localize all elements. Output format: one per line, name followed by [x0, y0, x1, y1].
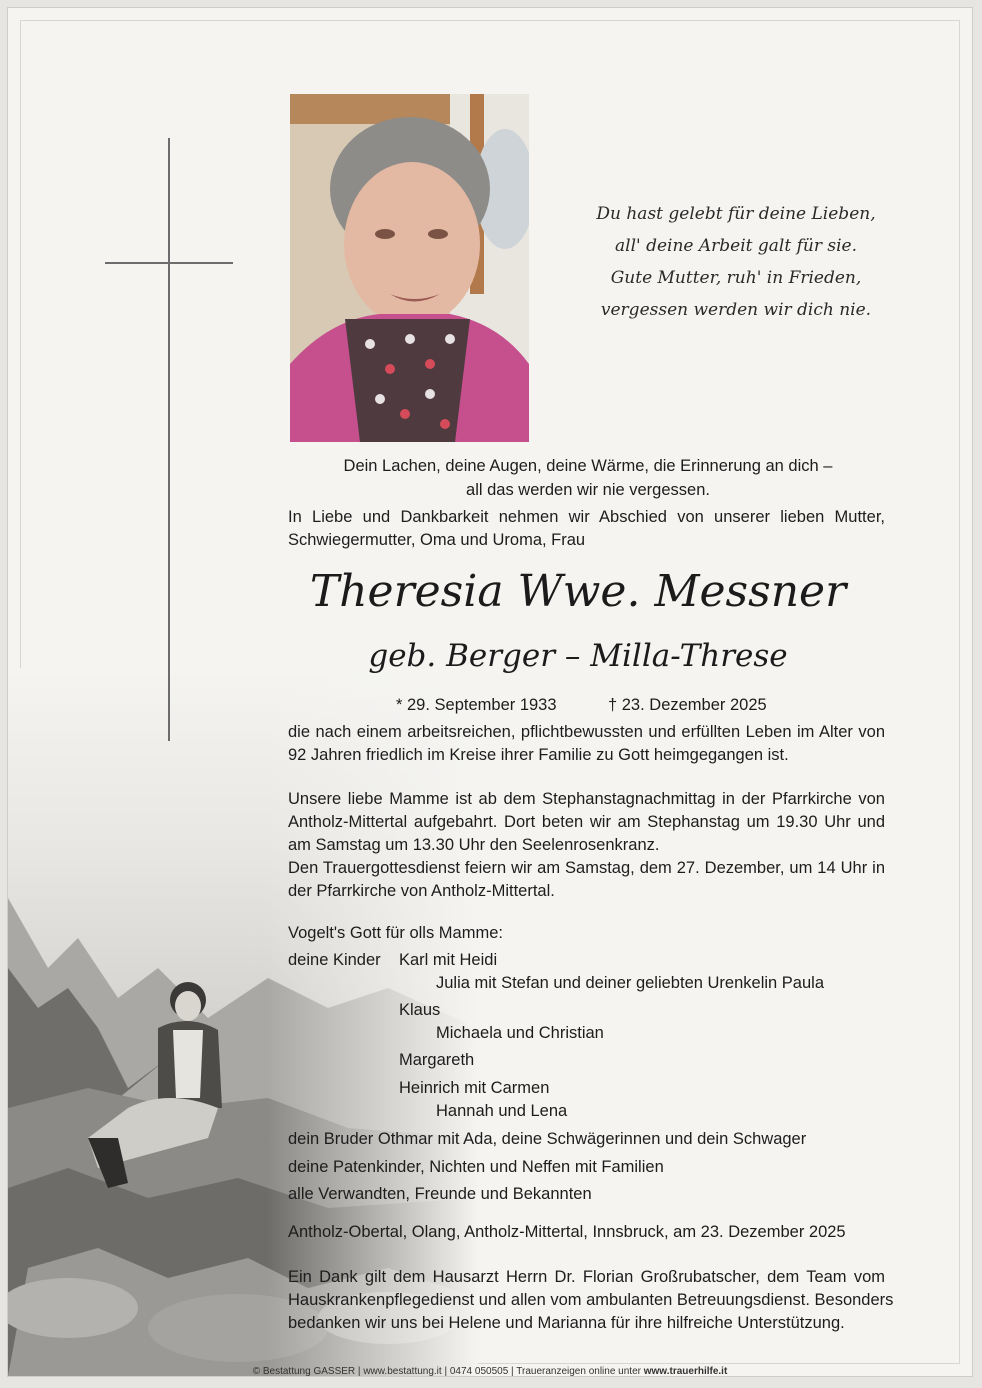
verse-line: vergessen werden wir dich nie.: [600, 300, 872, 320]
footer-separator: |: [357, 1366, 364, 1376]
intro-line: Dein Lachen, deine Augen, deine Wärme, die Erinnerung an dich –: [343, 457, 833, 475]
viewing-line: Unsere liebe Mamme ist ab dem Stephanstagnachmittag in der Pfarrkirche von: [288, 790, 885, 808]
deceased-name: Theresia Wwe. Messner: [309, 566, 847, 617]
passing-line: die nach einem arbeitsreichen, pflichtbewussten und erfüllten Leben im Alter von: [288, 723, 885, 741]
child-descendants: Michaela und Christian: [436, 1024, 604, 1042]
portrait-photo: [290, 94, 529, 442]
thanks-line: bedanken wir uns bei Helene und Marianna für ihre hilfreiche Unterstützung.: [288, 1314, 845, 1332]
mourners-heading: Vogelt's Gott für olls Mamme:: [288, 924, 503, 942]
verse-line: all' deine Arbeit galt für sie.: [615, 236, 857, 256]
footer-website[interactable]: www.bestattung.it: [363, 1366, 442, 1376]
thanks-line: Ein Dank gilt dem Hausarzt Herrn Dr. Florian Großrubatscher, dem Team vom: [288, 1268, 885, 1286]
intro-line: In Liebe und Dankbarkeit nehmen wir Abschied von unserer lieben Mutter,: [288, 508, 885, 526]
memorial-verse: [538, 198, 934, 326]
place-date: Antholz-Obertal, Olang, Antholz-Mittertal, Innsbruck, am 23. Dezember 2025: [288, 1223, 846, 1241]
verse-line: Gute Mutter, ruh' in Frieden,: [610, 268, 862, 288]
child-descendants: Julia mit Stefan und deiner geliebten Urenkelin Paula: [436, 974, 824, 992]
children-label: deine Kinder: [288, 951, 381, 969]
child-descendants: Hannah und Lena: [436, 1102, 568, 1120]
intro-line: all das werden wir nie vergessen.: [466, 481, 710, 499]
child-name: Margareth: [399, 1051, 475, 1069]
birth-date: * 29. September 1933: [396, 696, 557, 714]
footer-company: © Bestattung GASSER: [252, 1366, 356, 1376]
deceased-subname: geb. Berger – Milla-Threse: [368, 638, 788, 674]
footer-separator: |: [444, 1366, 450, 1376]
verse-line: Du hast gelebt für deine Lieben,: [596, 204, 876, 224]
obituary-sheet: [8, 8, 972, 1376]
mourner-group: deine Patenkinder, Nichten und Neffen mit Familien: [288, 1158, 664, 1176]
intro-line: Schwiegermutter, Oma und Uroma, Frau: [288, 531, 586, 549]
child-name: Heinrich mit Carmen: [399, 1079, 550, 1097]
child-name: Klaus: [399, 1001, 441, 1019]
cross-horizontal: [105, 262, 233, 264]
child-name: Karl mit Heidi: [399, 951, 498, 969]
footer-phone: 0474 050505: [449, 1366, 509, 1376]
cross-vertical: [168, 138, 170, 741]
viewing-line: Den Trauergottesdienst feiern wir am Samstag, dem 27. Dezember, um 14 Uhr in: [288, 859, 885, 877]
mourner-group: dein Bruder Othmar mit Ada, deine Schwägerinnen und dein Schwager: [288, 1130, 807, 1148]
thanks-line: Hauskrankenpflegedienst und allen vom ambulanten Betreuungsdienst. Besonders: [288, 1291, 894, 1309]
passing-line: 92 Jahren friedlich im Kreise ihrer Familie zu Gott heimgegangen ist.: [288, 746, 789, 764]
footer: [8, 1366, 972, 1376]
viewing-line: der Pfarrkirche von Antholz-Mittertal.: [288, 882, 555, 900]
footer-online-label: Traueranzeigen online unter: [516, 1366, 641, 1376]
viewing-line: Antholz-Mittertal aufgebahrt. Dort beten wir am Stephanstag um 19.30 Uhr und: [288, 813, 885, 831]
footer-separator: |: [511, 1366, 517, 1376]
death-date: † 23. Dezember 2025: [608, 696, 767, 714]
mourner-group: alle Verwandten, Freunde und Bekannten: [288, 1185, 592, 1203]
footer-online-site[interactable]: www.trauerhilfe.it: [643, 1366, 728, 1376]
viewing-line: am Samstag um 13.30 Uhr den Seelenrosenkranz.: [288, 836, 660, 854]
